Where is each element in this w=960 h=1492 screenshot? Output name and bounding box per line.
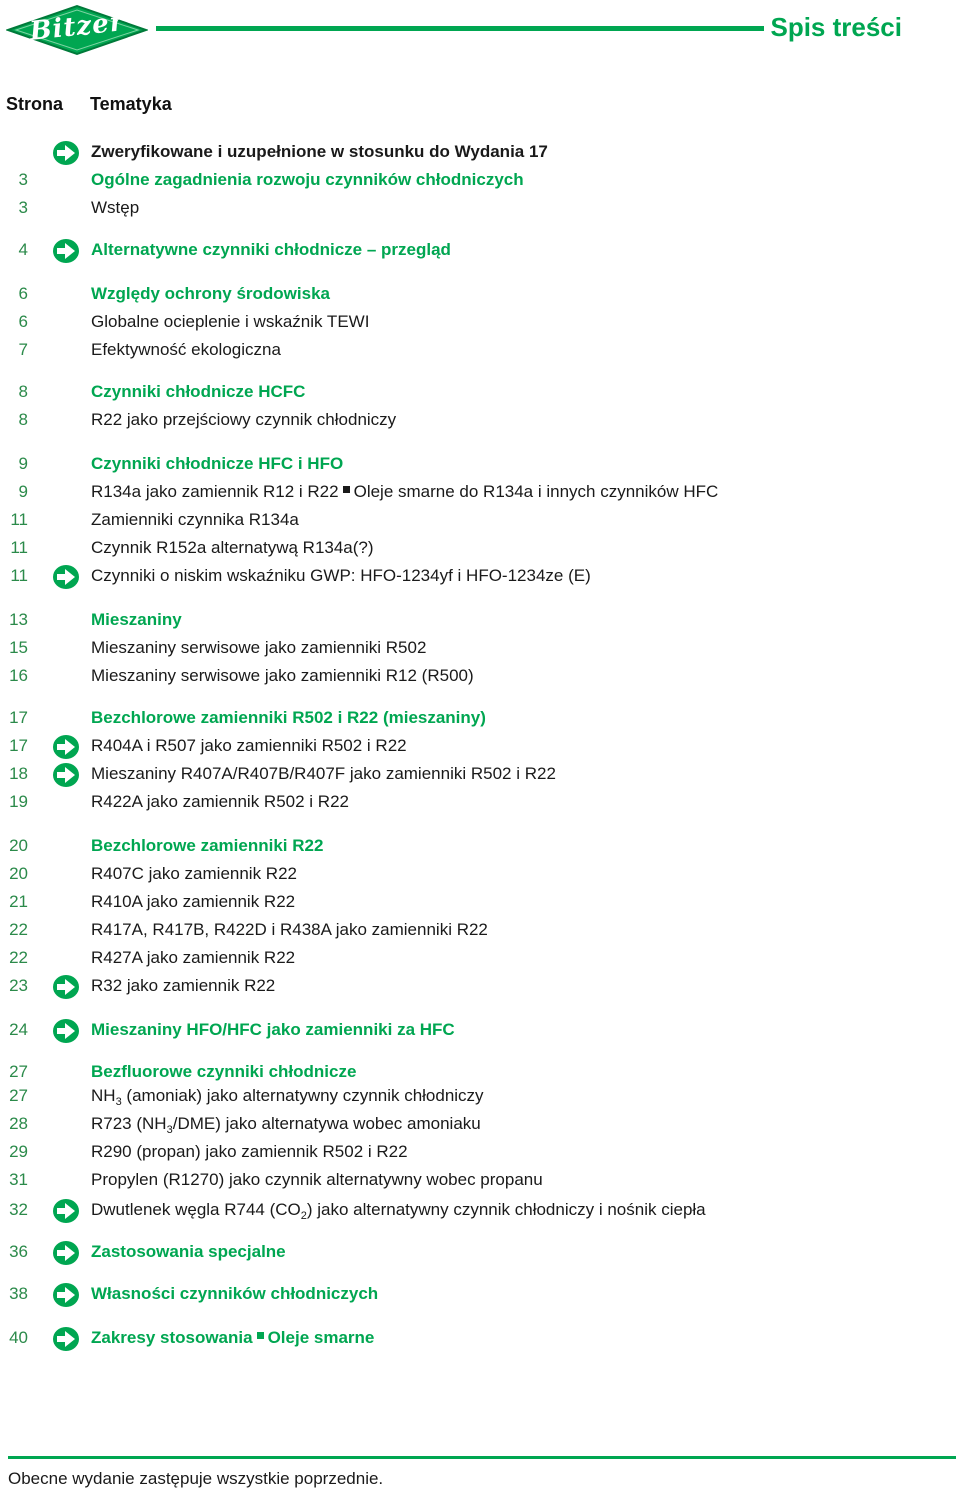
toc-title [91,864,297,884]
toc-title-text: R32 jako zamiennik R22 [91,976,276,995]
toc-title [91,454,343,474]
toc-title-text: R407C jako zamiennik R22 [91,864,297,883]
toc-row[interactable] [0,1282,960,1308]
toc-row[interactable] [0,480,960,506]
toc-title-text: Mieszaniny R407A/R407B/R407F jako zamienniki R502 i R22 [91,764,556,783]
toc-page-number: 29 [9,1142,28,1161]
arrow-right-icon [52,1282,80,1308]
toc-title-subscript: 3 [115,1096,122,1108]
toc-page-number: 22 [9,920,28,939]
toc-title [91,1242,286,1262]
arrow-right-icon [52,564,80,590]
toc-title-text-second: Oleje smarne [267,1328,375,1347]
toc-title-text: Bezchlorowe zamienniki R22 [91,836,324,855]
toc-row[interactable] [0,168,960,194]
footer-note: Obecne wydanie zastępuje wszystkie poprzednie. [8,1469,384,1488]
toc-title [91,920,488,940]
page-title: Spis treści [770,12,902,42]
toc-title-text: Czynniki chłodnicze HFC i HFO [91,454,344,473]
toc-row[interactable] [0,946,960,972]
arrow-right-icon [52,238,80,264]
toc-title-subscript: 3 [166,1124,173,1136]
toc-title [91,240,451,260]
toc-title-text: R290 (propan) jako zamiennik R502 i R22 [91,1142,408,1161]
toc-title [91,948,295,968]
toc-title-text: R427A jako zamiennik R22 [91,948,296,967]
toc-title-text: Bezfluorowe czynniki chłodnicze [91,1062,357,1081]
toc-title-text: Alternatywne czynniki chłodnicze – przegląd [91,240,451,259]
toc-title-text: Zastosowania specjalne [91,1242,286,1261]
toc-title-text-after: /DME) jako alternatywa wobec amoniaku [172,1114,481,1133]
toc-title-text: Mieszaniny [91,610,182,629]
toc-row[interactable] [0,1198,960,1224]
toc-page-number: 6 [18,284,28,303]
toc-title [91,1142,408,1162]
toc-title [91,1170,543,1190]
arrow-right-icon [52,734,80,760]
toc-title-text: R410A jako zamiennik R22 [91,892,296,911]
toc-row[interactable] [0,608,960,634]
toc-title [91,1086,484,1108]
toc-title [91,284,330,304]
toc-title-text: R417A, R417B, R422D i R438A jako zamienniki R22 [91,920,488,939]
toc-title [91,382,305,402]
toc-title [91,1114,481,1136]
toc-page-number: 32 [9,1200,28,1219]
toc-page-number: 18 [9,764,28,783]
toc-row[interactable] [0,890,960,916]
toc-row[interactable] [0,834,960,860]
toc-row[interactable] [0,238,960,264]
toc-title-text: R422A jako zamiennik R502 i R22 [91,792,349,811]
toc-title [91,638,426,658]
toc-page-number: 8 [18,410,28,429]
toc-row[interactable] [0,196,960,222]
toc-page-number: 3 [18,198,28,217]
toc-title-text: R134a jako zamiennik R12 i R22 [91,482,339,501]
toc-page-number: 13 [9,610,28,629]
toc-row[interactable] [0,380,960,406]
toc-title-text-after: (amoniak) jako alternatywny czynnik chłodniczy [121,1086,484,1105]
toc-page-number: 3 [18,170,28,189]
toc-row[interactable] [0,636,960,662]
toc-page-number: 36 [9,1242,28,1261]
toc-row[interactable] [0,1112,960,1138]
toc-page-number: 20 [9,864,28,883]
toc-page-number: 20 [9,836,28,855]
toc-page-number: 7 [18,340,28,359]
toc-row[interactable] [0,1168,960,1194]
toc-title [91,736,407,756]
toc-title-text: Czynniki o niskim wskaźniku GWP: HFO-1234yf i HFO-1234ze (E) [91,566,591,585]
toc-row[interactable] [0,310,960,336]
toc-title [91,610,182,630]
toc-title-text: Zakresy stosowania [91,1328,253,1347]
toc-page-number: 11 [10,538,28,557]
toc-row[interactable] [0,536,960,562]
toc-page-number: 6 [18,312,28,331]
toc-title [91,410,396,430]
toc-title-text: Ogólne zagadnienia rozwoju czynników chłodniczych [91,170,524,189]
toc-page-number: 19 [9,792,28,811]
toc-title-text: Efektywność ekologiczna [91,340,281,359]
toc-title [91,142,548,162]
toc-title-text: NH [91,1086,116,1105]
toc-title-text: Globalne ocieplenie i wskaźnik TEWI [91,312,370,331]
toc-title [91,510,299,530]
toc-row[interactable] [0,1140,960,1166]
arrow-right-icon [52,140,80,166]
toc-page-number: 11 [10,510,28,529]
arrow-right-icon [52,1018,80,1044]
toc-page-number: 38 [9,1284,28,1303]
toc-row[interactable] [0,282,960,308]
toc-title [91,312,369,332]
column-header-topic: Tematyka [90,94,172,114]
toc-title-text-after: ) jako alternatywny czynnik chłodniczy i nośnik ciepła [306,1200,706,1219]
toc-title [91,198,139,218]
toc-title [91,836,323,856]
toc-title-text: Bezchlorowe zamienniki R502 i R22 (mieszaniny) [91,708,486,727]
toc-title [91,170,524,190]
toc-title-text: Czynniki chłodnicze HCFC [91,382,306,401]
toc-page-number: 4 [18,240,28,259]
toc-page-number: 21 [9,892,28,911]
toc-title-text: Wstęp [91,198,140,217]
toc-row[interactable] [0,706,960,732]
toc-title [91,538,374,558]
toc-row[interactable] [0,408,960,434]
toc-page-number: 16 [9,666,28,685]
toc-page-number: 17 [9,736,28,755]
toc-title-text: Mieszaniny HFO/HFC jako zamienniki za HFC [91,1020,455,1039]
footer-rule [8,1456,956,1459]
toc-title [91,1062,356,1082]
toc-title [91,1284,378,1304]
toc-title [91,666,474,686]
toc-page-number: 8 [18,382,28,401]
toc-row[interactable] [0,1084,960,1110]
arrow-right-icon [52,1326,80,1352]
column-header-page: Strona [6,94,64,114]
toc-title-text: Względy ochrony środowiska [91,284,330,303]
toc-row[interactable] [0,734,960,760]
arrow-right-icon [52,974,80,1000]
toc-page-number: 9 [18,482,28,501]
toc-title-text: R723 (NH [91,1114,167,1133]
toc-row[interactable] [0,664,960,690]
toc-title-text-second: Oleje smarne do R134a i innych czynników HFC [353,482,719,501]
toc-page-number: 27 [9,1086,28,1105]
toc-row[interactable] [0,140,960,166]
toc-title-text: Mieszaniny serwisowe jako zamienniki R12 (R500) [91,666,474,685]
toc-row[interactable] [0,564,960,590]
toc-title-text: Zamienniki czynnika R134a [91,510,299,529]
arrow-right-icon [52,762,80,788]
toc-row[interactable] [0,790,960,816]
toc-page-number: 24 [9,1020,28,1039]
toc-page-number: 15 [9,638,28,657]
toc-title-subscript: 2 [300,1210,307,1222]
toc-page-number: 9 [18,454,28,473]
toc-title-text: R22 jako przejściowy czynnik chłodniczy [91,410,397,429]
toc-title-text: R404A i R507 jako zamienniki R502 i R22 [91,736,407,755]
toc-page-number: 17 [9,708,28,727]
toc-title-text: Własności czynników chłodniczych [91,1284,379,1303]
toc-row[interactable] [0,452,960,478]
toc-title [91,764,556,784]
arrow-right-icon [52,1198,80,1224]
toc-title [91,892,295,912]
toc-title [91,1200,706,1222]
toc-row[interactable] [0,762,960,788]
toc-page-number: 11 [10,566,28,585]
toc-page-number: 40 [9,1328,28,1347]
toc-page-number: 31 [9,1170,28,1189]
toc-row[interactable] [0,974,960,1000]
arrow-right-icon [52,1240,80,1266]
toc-page-number: 28 [9,1114,28,1133]
bullet-square-icon [257,1332,264,1339]
toc-title [91,976,275,996]
toc-row[interactable] [0,338,960,364]
toc-row[interactable] [0,1240,960,1266]
toc-title-text: Czynnik R152a alternatywą R134a(?) [91,538,374,557]
toc-title [91,566,591,586]
logo-lettering: Bitzer [28,7,126,47]
toc-row[interactable] [0,1018,960,1044]
toc-page-number: 27 [9,1062,28,1081]
toc-page-number: 22 [9,948,28,967]
toc-row[interactable] [0,508,960,534]
toc-title-text: Zweryfikowane i uzupełnione w stosunku do Wydania 17 [91,142,548,161]
toc-title-text: Dwutlenek węgla R744 (CO [91,1200,301,1219]
toc-title [91,792,349,812]
toc-title [91,708,486,728]
toc-page-number: 23 [9,976,28,995]
toc-row[interactable] [0,918,960,944]
toc-row[interactable] [0,1326,960,1352]
toc-title [91,1328,374,1348]
bullet-square-icon [343,486,350,493]
toc-title-text: Propylen (R1270) jako czynnik alternatywny wobec propanu [91,1170,543,1189]
toc-title [91,482,718,502]
toc-title-text: Mieszaniny serwisowe jako zamienniki R502 [91,638,427,657]
toc-title [91,1020,455,1040]
toc-row[interactable] [0,1060,960,1086]
toc-title [91,340,281,360]
toc-row[interactable] [0,862,960,888]
